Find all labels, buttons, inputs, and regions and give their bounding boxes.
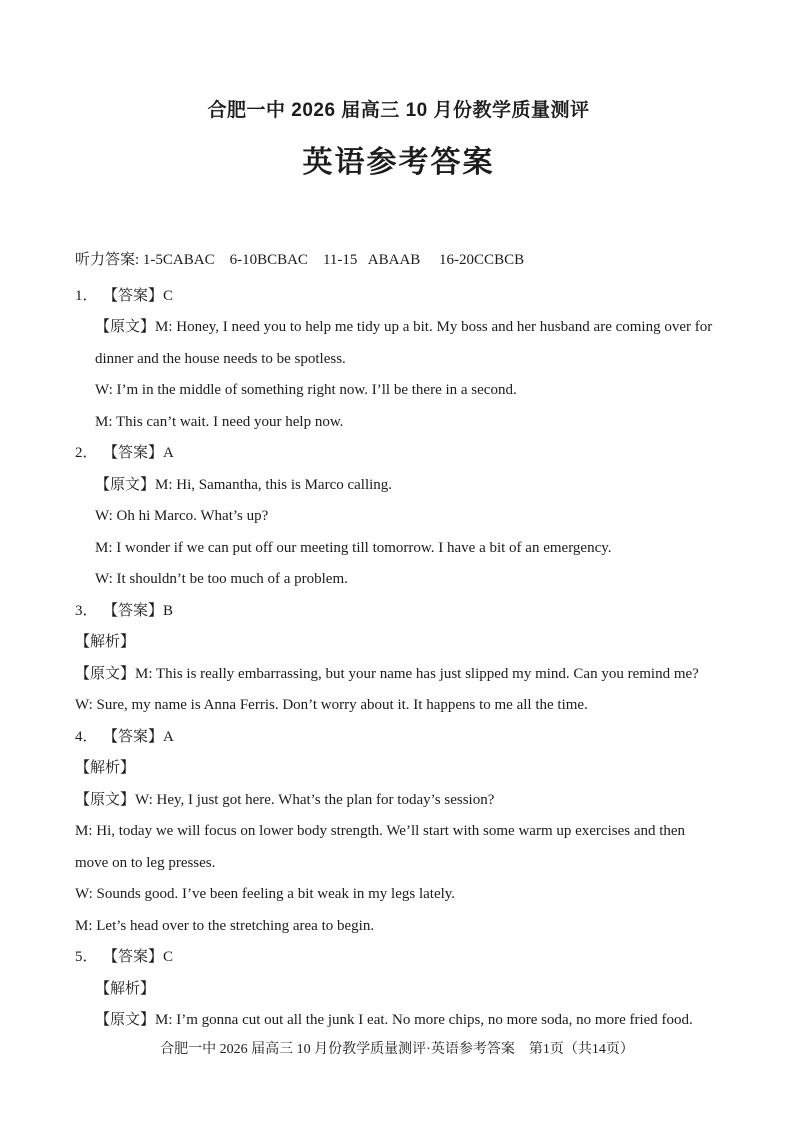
answer-line: [75, 281, 722, 313]
answer-line: [75, 438, 722, 470]
question-item-2: [75, 438, 722, 596]
answer-text: 【答案】C: [103, 287, 174, 304]
transcript-paragraph: W: It shouldn’t be too much of a problem.: [95, 571, 348, 587]
analysis-label: 【解析】: [75, 634, 136, 650]
page-footer: 合肥一中 2026 届高三 10 月份教学质量测评·英语参考答案 第1页（共14页）: [160, 1042, 634, 1057]
question-item-4: [75, 722, 722, 943]
transcript-paragraph: W: Oh hi Marco. What’s up?: [95, 508, 269, 524]
transcript-paragraph: M: I wonder if we can put off our meeting till tomorrow. I have a bit of an emergency.: [95, 539, 612, 556]
question-item-3: [75, 596, 722, 722]
answer-text: 【答案】C: [103, 949, 174, 965]
transcript-paragraph: W: Sure, my name is Anna Ferris. Don’t worry about it. It happens to me all the time.: [75, 697, 588, 713]
answer-text: 【答案】A: [103, 445, 174, 461]
answer-key-subtitle: 英语参考答案: [302, 146, 495, 179]
question-number: 4．: [75, 728, 98, 745]
question-number: 2．: [75, 445, 98, 461]
question-number: 1．: [75, 287, 98, 304]
answer-text: 【答案】A: [103, 728, 174, 745]
question-number: 5．: [75, 949, 98, 965]
listening-answers-line: 听力答案: 1-5CABAC 6-10BCBAC 11-15 ABAAB 16-20CCBCB: [75, 252, 525, 268]
answer-line: [75, 942, 722, 974]
question-item-1: [75, 281, 722, 439]
transcript-paragraph: M: Let’s head over to the stretching area to begin.: [75, 917, 375, 934]
answer-line: [75, 722, 722, 754]
question-item-5: [75, 942, 722, 1037]
question-number: 3．: [75, 602, 98, 619]
transcript-paragraph: W: I’m in the middle of something right now. I’ll be there in a second.: [95, 382, 517, 398]
transcript-paragraph: 【原文】M: Hi, Samantha, this is Marco calling.: [95, 476, 393, 493]
transcript-paragraph: 【原文】M: Honey, I need you to help me tidy up a bit. My boss and her husband are coming over for dinner and the house needs to be spotless.: [95, 319, 713, 367]
analysis-label: 【解析】: [75, 760, 136, 776]
transcript-paragraph: 【原文】M: This is really embarrassing, but your name has just slipped my mind. Can you remind me?: [75, 665, 699, 682]
exam-title: 合肥一中 2026 届高三 10 月份教学质量测评: [207, 100, 590, 121]
answer-text: 【答案】B: [103, 602, 174, 619]
analysis-label: 【解析】: [95, 980, 156, 997]
transcript-paragraph: 【原文】M: I’m gonna cut out all the junk I eat. No more chips, no more soda, no more fried food.: [95, 1012, 693, 1028]
transcript-paragraph: 【原文】W: Hey, I just got here. What’s the plan for today’s session?: [75, 791, 495, 808]
transcript-paragraph: W: Sounds good. I’ve been feeling a bit weak in my legs lately.: [75, 886, 456, 902]
answer-line: [75, 596, 722, 628]
transcript-paragraph: M: This can’t wait. I need your help now.: [95, 413, 344, 430]
transcript-paragraph: M: Hi, today we will focus on lower body strength. We’ll start with some warm up exercises and then move on to leg presses.: [75, 823, 686, 871]
